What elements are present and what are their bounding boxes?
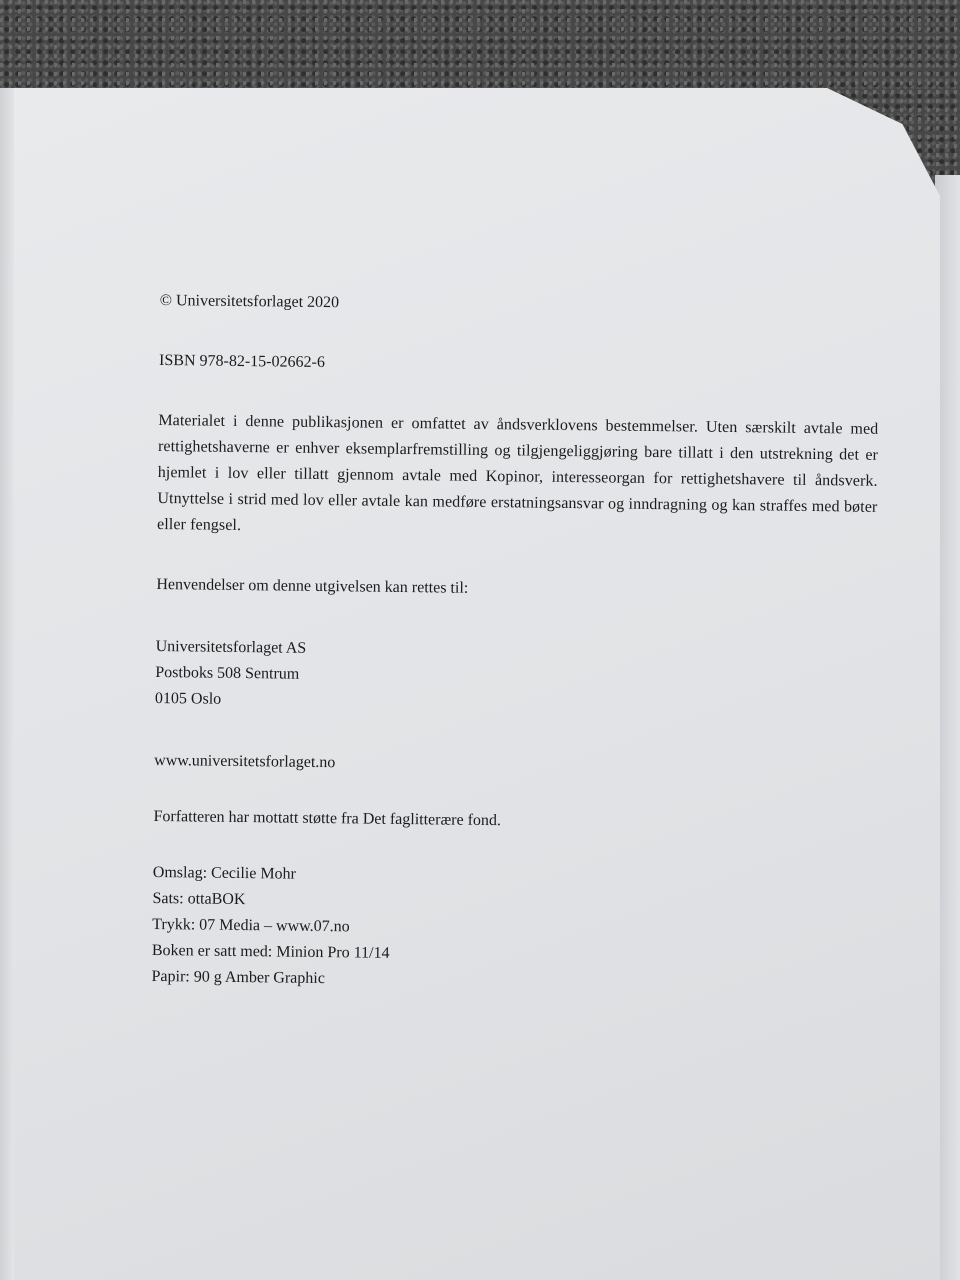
page-left-edge <box>0 88 14 1280</box>
legal-notice-paragraph: Materialet i denne publikasjonen er omfattet av åndsverklovens bestemmelser. Uten særskilt avtale med rettighetshaverne er enhver eksemplarfremstilling og tilgjengeliggjøring bare tillatt i den utstrekning det er hjemlet i lov eller tillatt gjennom avtale med Kopinor, interesseorgan for rettighetshavere til åndsverk. Utnyttelse i strid med lov eller avtale kan medføre erstatningsansvar og inndragning og kan straffes med bøter eller fengsel. <box>157 411 879 535</box>
credit-font: Boken er satt med: Minion Pro 11/14 <box>151 941 390 962</box>
credit-cover: Omslag: Cecilie Mohr <box>152 863 297 883</box>
publisher-city: 0105 Oslo <box>154 689 222 708</box>
credit-paper: Papir: 90 g Amber Graphic <box>151 967 325 988</box>
contact-intro: Henvendelser om denne utgivelsen kan rettes til: <box>156 575 469 597</box>
support-note: Forfatteren har mottatt støtte fra Det faglitterære fond. <box>153 807 502 830</box>
credits-block <box>151 860 873 999</box>
copyright-line: © Universitetsforlaget 2020 <box>159 291 340 312</box>
publisher-website: www.universitetsforlaget.no <box>154 751 336 772</box>
publisher-street: Postboks 508 Sentrum <box>155 663 300 683</box>
credit-typesetting: Sats: ottaBOK <box>152 889 246 909</box>
credit-print: Trykk: 07 Media – www.07.no <box>152 915 350 936</box>
address-block <box>155 634 876 721</box>
copyright-page-content <box>151 288 880 999</box>
isbn-line: ISBN 978-82-15-02662-6 <box>159 351 325 372</box>
publisher-name: Universitetsforlaget AS <box>155 637 307 657</box>
